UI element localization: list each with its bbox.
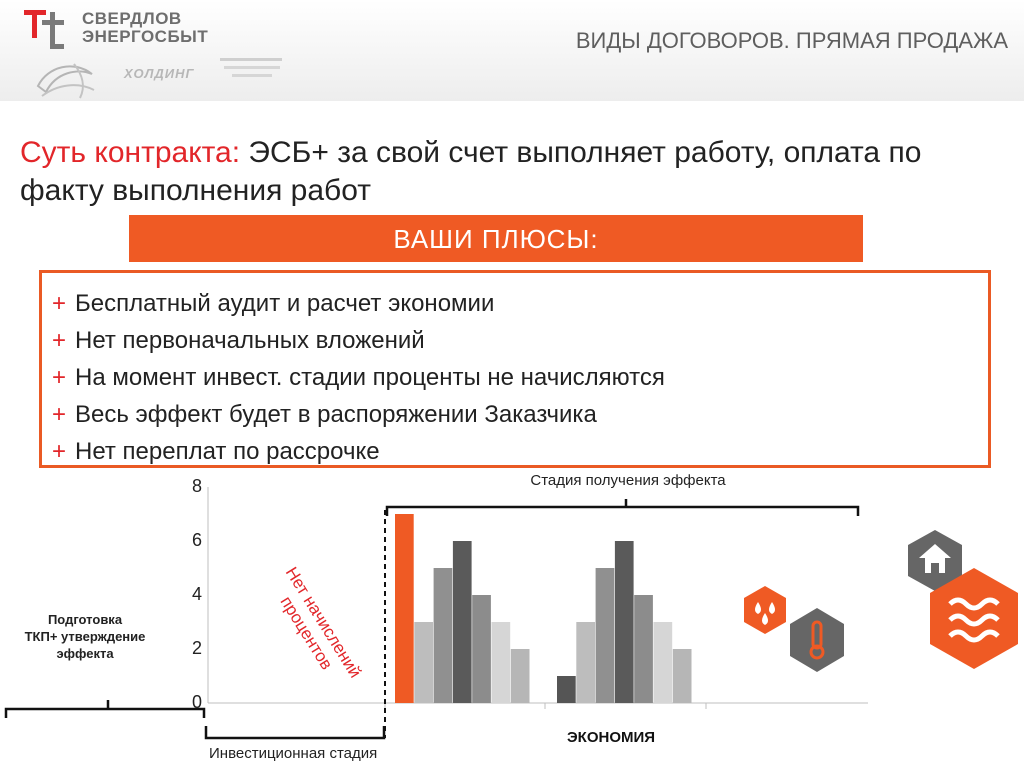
holding-label: ХОЛДИНГ — [124, 66, 195, 81]
effect-stage-label: Стадия получения эффекта — [530, 472, 726, 489]
chart-bar — [472, 595, 491, 703]
benefit-text: Весь эффект будет в распоряжении Заказчика — [75, 401, 597, 428]
benefit-text: На момент инвест. стадии проценты не начисляются — [75, 364, 665, 391]
chart-bar — [576, 622, 595, 703]
y-tick-label: 4 — [191, 584, 202, 604]
investment-stage-label: Инвестиционная стадия — [209, 745, 378, 762]
thermometer-icon — [790, 608, 844, 672]
plus-sign: + — [52, 438, 67, 465]
headline-accent: Суть контракта: — [20, 136, 241, 169]
plus-sign: + — [52, 290, 67, 317]
chart-bar — [615, 541, 634, 703]
company-name-line1: СВЕРДЛОВ — [82, 9, 182, 28]
effect-stage-bracket — [387, 507, 858, 516]
benefits-banner: ВАШИ ПЛЮСЫ: — [129, 215, 863, 262]
investment-stage-bracket — [6, 709, 204, 718]
chart-bar — [414, 622, 433, 703]
y-tick-label: 0 — [191, 692, 202, 712]
preparation-label-line: ТКП+ утверждение — [24, 629, 146, 644]
plus-sign: + — [52, 327, 67, 354]
plus-sign: + — [52, 364, 67, 391]
chart-bar — [453, 541, 472, 703]
chart-bar — [395, 514, 414, 703]
chart-bar — [492, 622, 511, 703]
y-tick-label: 2 — [191, 638, 202, 658]
benefit-text: Нет переплат по рассрочке — [75, 438, 380, 465]
chart-bar — [634, 595, 653, 703]
chart-bars — [395, 514, 692, 703]
chart-bar — [557, 676, 576, 703]
no-interest-label: Нет начислений процентов — [276, 563, 366, 682]
chart-bar — [511, 649, 530, 703]
chart-bar — [673, 649, 692, 703]
slide-title: ВИДЫ ДОГОВОРОВ. ПРЯМАЯ ПРОДАЖА — [575, 28, 1008, 53]
y-tick-label: 8 — [191, 476, 202, 496]
investment-stage-bottom-bracket — [206, 726, 384, 738]
plus-sign: + — [52, 401, 67, 428]
company-name-line2: ЭНЕРГОСБЫТ — [82, 27, 209, 46]
preparation-label-line: эффекта — [56, 646, 114, 661]
preparation-label — [8, 611, 162, 662]
water-drops-icon — [744, 586, 786, 634]
chart-bar — [596, 568, 615, 703]
headline-text: ЭСБ+ за свой счет выполняет работу, оплата по факту выполнения работ — [20, 136, 922, 207]
benefit-text: Бесплатный аудит и расчет экономии — [75, 290, 495, 317]
chart-bar — [434, 568, 453, 703]
preparation-label-line: Подготовка — [47, 612, 123, 627]
economy-label: ЭКОНОМИЯ — [567, 729, 656, 746]
y-tick-label: 6 — [191, 530, 202, 550]
benefit-text: Нет первоначальных вложений — [75, 327, 425, 354]
chart-bar — [654, 622, 673, 703]
